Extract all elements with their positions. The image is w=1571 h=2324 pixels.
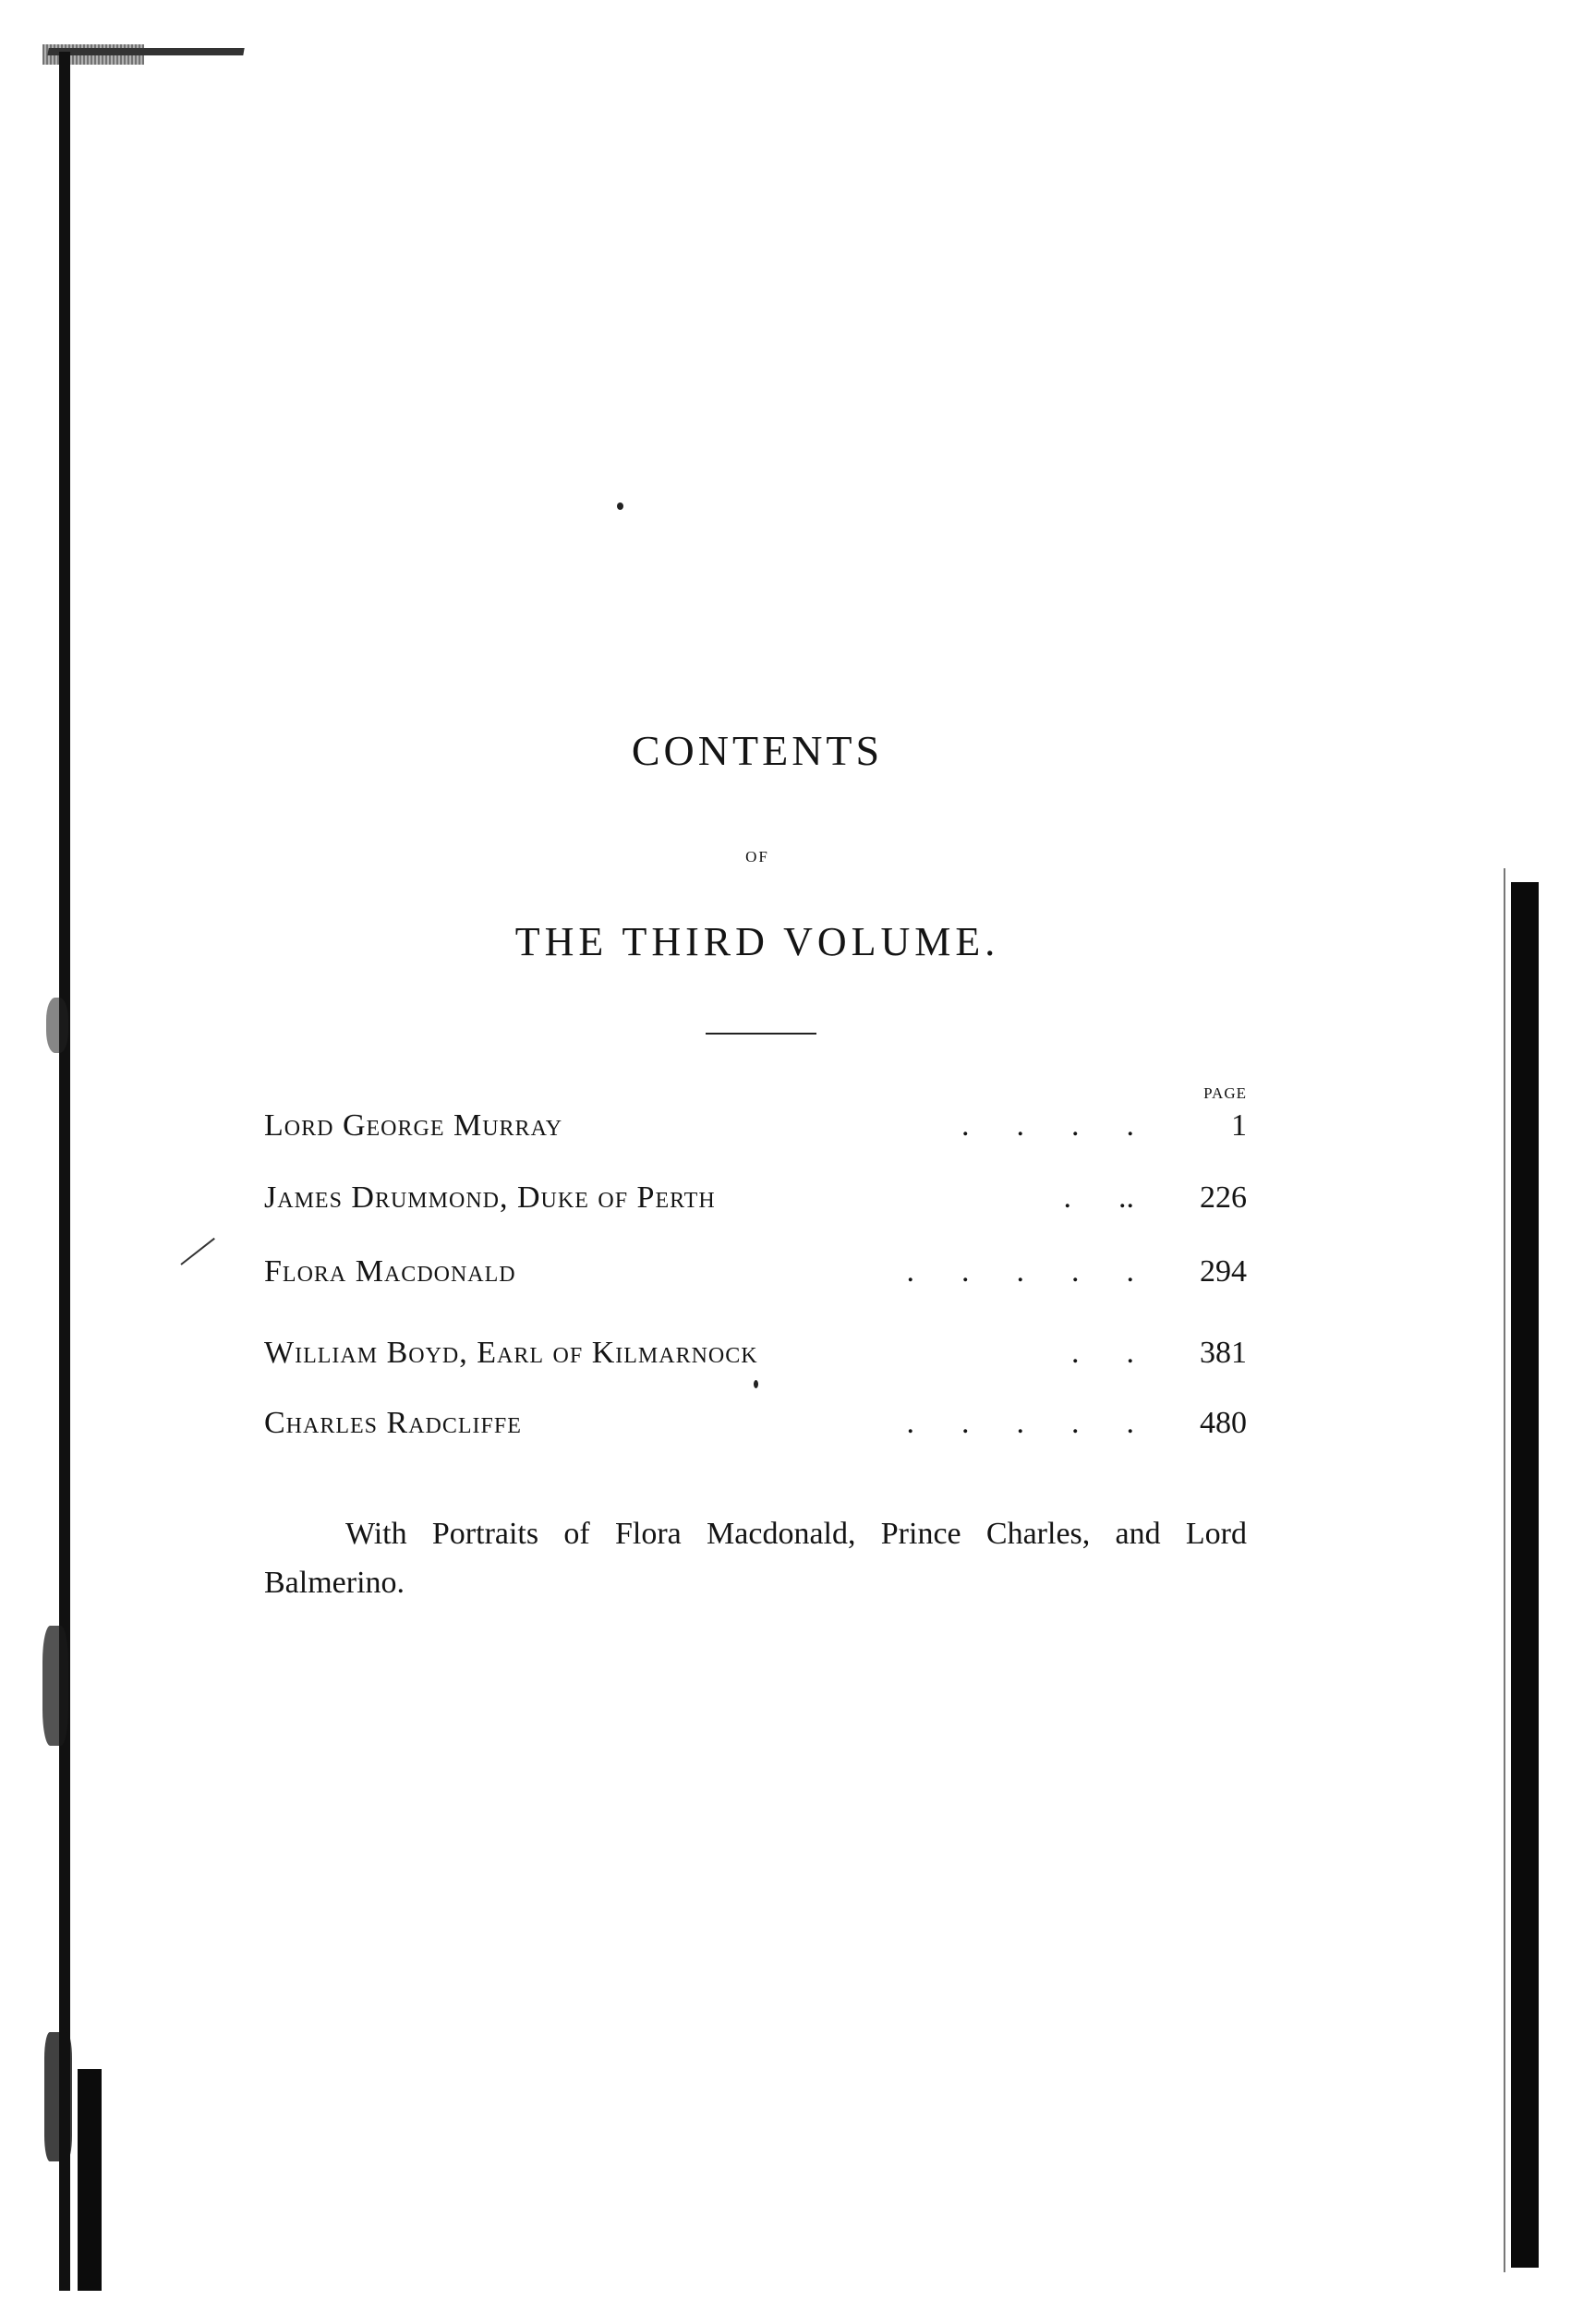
entry-page-number: 226 <box>1200 1180 1247 1215</box>
scan-smear <box>46 998 68 1053</box>
dot-leader: . . . . . <box>906 1254 1134 1289</box>
scan-edge-top <box>47 48 244 55</box>
scan-edge-left-bottom <box>78 2069 102 2291</box>
contents-entry <box>264 1254 1247 1297</box>
entry-page-number: 1 <box>1231 1108 1247 1143</box>
dot-leader: . . . . . <box>906 1406 1134 1440</box>
entry-page-number: 294 <box>1200 1254 1247 1289</box>
contents-entry <box>264 1336 1247 1378</box>
entry-page-number: 381 <box>1200 1336 1247 1370</box>
dot-leader: . . . . <box>961 1108 1134 1143</box>
entry-page-number: 480 <box>1200 1406 1247 1440</box>
scan-edge-right <box>1511 882 1539 2268</box>
contents-entry <box>264 1406 1247 1448</box>
volume-heading: THE THIRD VOLUME. <box>514 919 1000 964</box>
entry-title: James Drummond, Duke of Perth <box>264 1180 716 1215</box>
pencil-tick-mark <box>180 1238 214 1265</box>
heading-rule <box>706 1033 816 1035</box>
scan-speck <box>754 1380 758 1388</box>
scan-speck <box>617 502 623 510</box>
entry-title: Charles Radcliffe <box>264 1406 522 1440</box>
entry-title: Flora Macdonald <box>264 1254 516 1289</box>
contents-heading-of: OF <box>745 848 769 865</box>
scan-smear <box>42 1626 68 1746</box>
entry-title: William Boyd, Earl of Kilmarnock <box>264 1336 758 1370</box>
contents-heading: CONTENTS <box>631 727 884 774</box>
dot-leader: . . <box>1071 1336 1134 1370</box>
scan-edge-left <box>59 52 70 2291</box>
page-column-label: PAGE <box>1203 1084 1247 1102</box>
portraits-note: With Portraits of Flora Macdonald, Prince Charles, and Lord Balmerino. <box>264 1517 1247 1600</box>
contents-entry <box>264 1180 1247 1223</box>
scan-edge-right-line <box>1504 868 1505 2272</box>
contents-entry <box>264 1108 1247 1151</box>
dot-leader: . .. <box>1063 1180 1134 1215</box>
scan-smear <box>44 2032 72 2161</box>
entry-title: Lord George Murray <box>264 1108 563 1143</box>
